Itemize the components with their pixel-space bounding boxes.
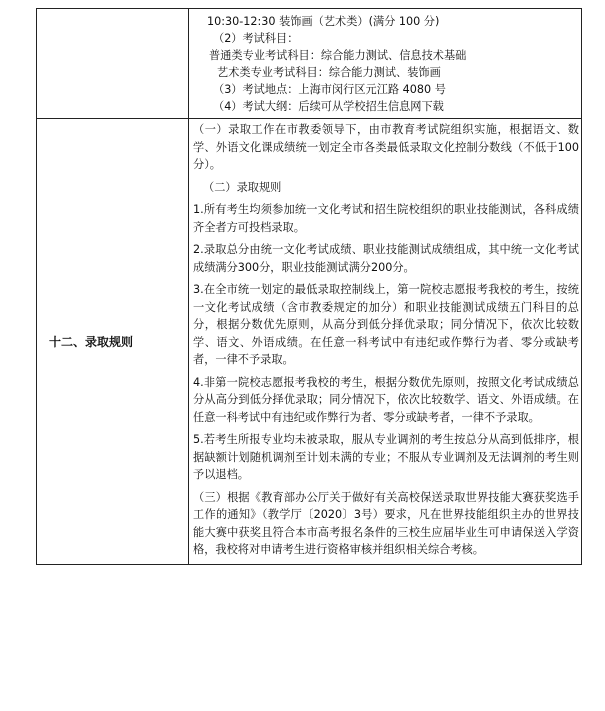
exam-info-line: （2）考试科目： (213, 32, 299, 45)
admission-rules-cell (189, 119, 582, 565)
rule-paragraph: （一）录取工作在市教委领导下，由市教育考试院组织实施，根据语文、数学、外语文化课成绩统一划定全市各类最低录取文化控制分数线（不低于100分）。 (193, 123, 579, 171)
rule-paragraph: 3.在全市统一划定的最低录取控制线上，第一院校志愿报考我校的考生，按统一文化考试成绩（含市教委规定的加分）和职业技能测试成绩五门科目的总分，根据分数优先原则，从高分到低分择优录取；同分情况下，依次比较数学、语文、外语成绩。在任意一科考试中有违纪或作弊行为者、零分或缺考者，一律不予录取。 (193, 283, 579, 366)
exam-info-line: 艺术类专业考试科目：综合能力测试、装饰画 (217, 66, 441, 79)
exam-info-line: 10:30-12:30 装饰画（艺术类）(满分 100 分) (207, 15, 440, 28)
section-label-cell (37, 119, 189, 565)
exam-info-line: 普通类专业考试科目：综合能力测试、信息技术基础 (209, 49, 467, 62)
exam-info-line: （3）考试地点：上海市闵行区元江路 4080 号 (213, 83, 446, 96)
rule-paragraph: （三）根据《教育部办公厅关于做好有关高校保送录取世界技能大赛获奖选手工作的通知》（教学厅〔2020〕3号）要求，凡在世界技能组织主办的世界技能大赛中获奖且符合本市高考报名条件的三校生应届毕业生可申请保送入学资格，我校将对申请考生进行资格审核并组织相关综合考核。 (193, 490, 579, 556)
section-label: 十二、录取规则 (49, 334, 134, 349)
rule-paragraph: （二）录取规则 (203, 180, 282, 194)
exam-info-row (37, 9, 582, 119)
admission-rules-row (37, 119, 582, 565)
rule-paragraph: 1.所有考生均须参加统一文化考试和招生院校组织的职业技能测试，各科成绩齐全者方可投档录取。 (193, 203, 579, 234)
rule-paragraph: 4.非第一院校志愿报考我校的考生，根据分数优先原则，按照文化考试成绩总分从高分到低分择优录取；同分情况下，依次比较数学、语文、外语成绩。在任意一科考试中有违纪或作弊行为者、零分或缺考者，一律不予录取。 (193, 375, 579, 424)
admission-table (36, 8, 582, 565)
exam-info-cell (189, 9, 582, 119)
exam-info-line: （4）考试大纲：后续可从学校招生信息网下载 (213, 100, 444, 113)
rule-paragraph: 2.录取总分由统一文化考试成绩、职业技能测试成绩组成，其中统一文化考试成绩满分300分，职业技能测试满分200分。 (193, 243, 579, 274)
rule-paragraph: 5.若考生所报专业均未被录取，服从专业调剂的考生按总分从高到低排序，根据缺额计划随机调剂至计划未满的专业；不服从专业调剂及无法调剂的考生则予以退档。 (193, 433, 579, 481)
empty-label-cell (37, 9, 189, 119)
